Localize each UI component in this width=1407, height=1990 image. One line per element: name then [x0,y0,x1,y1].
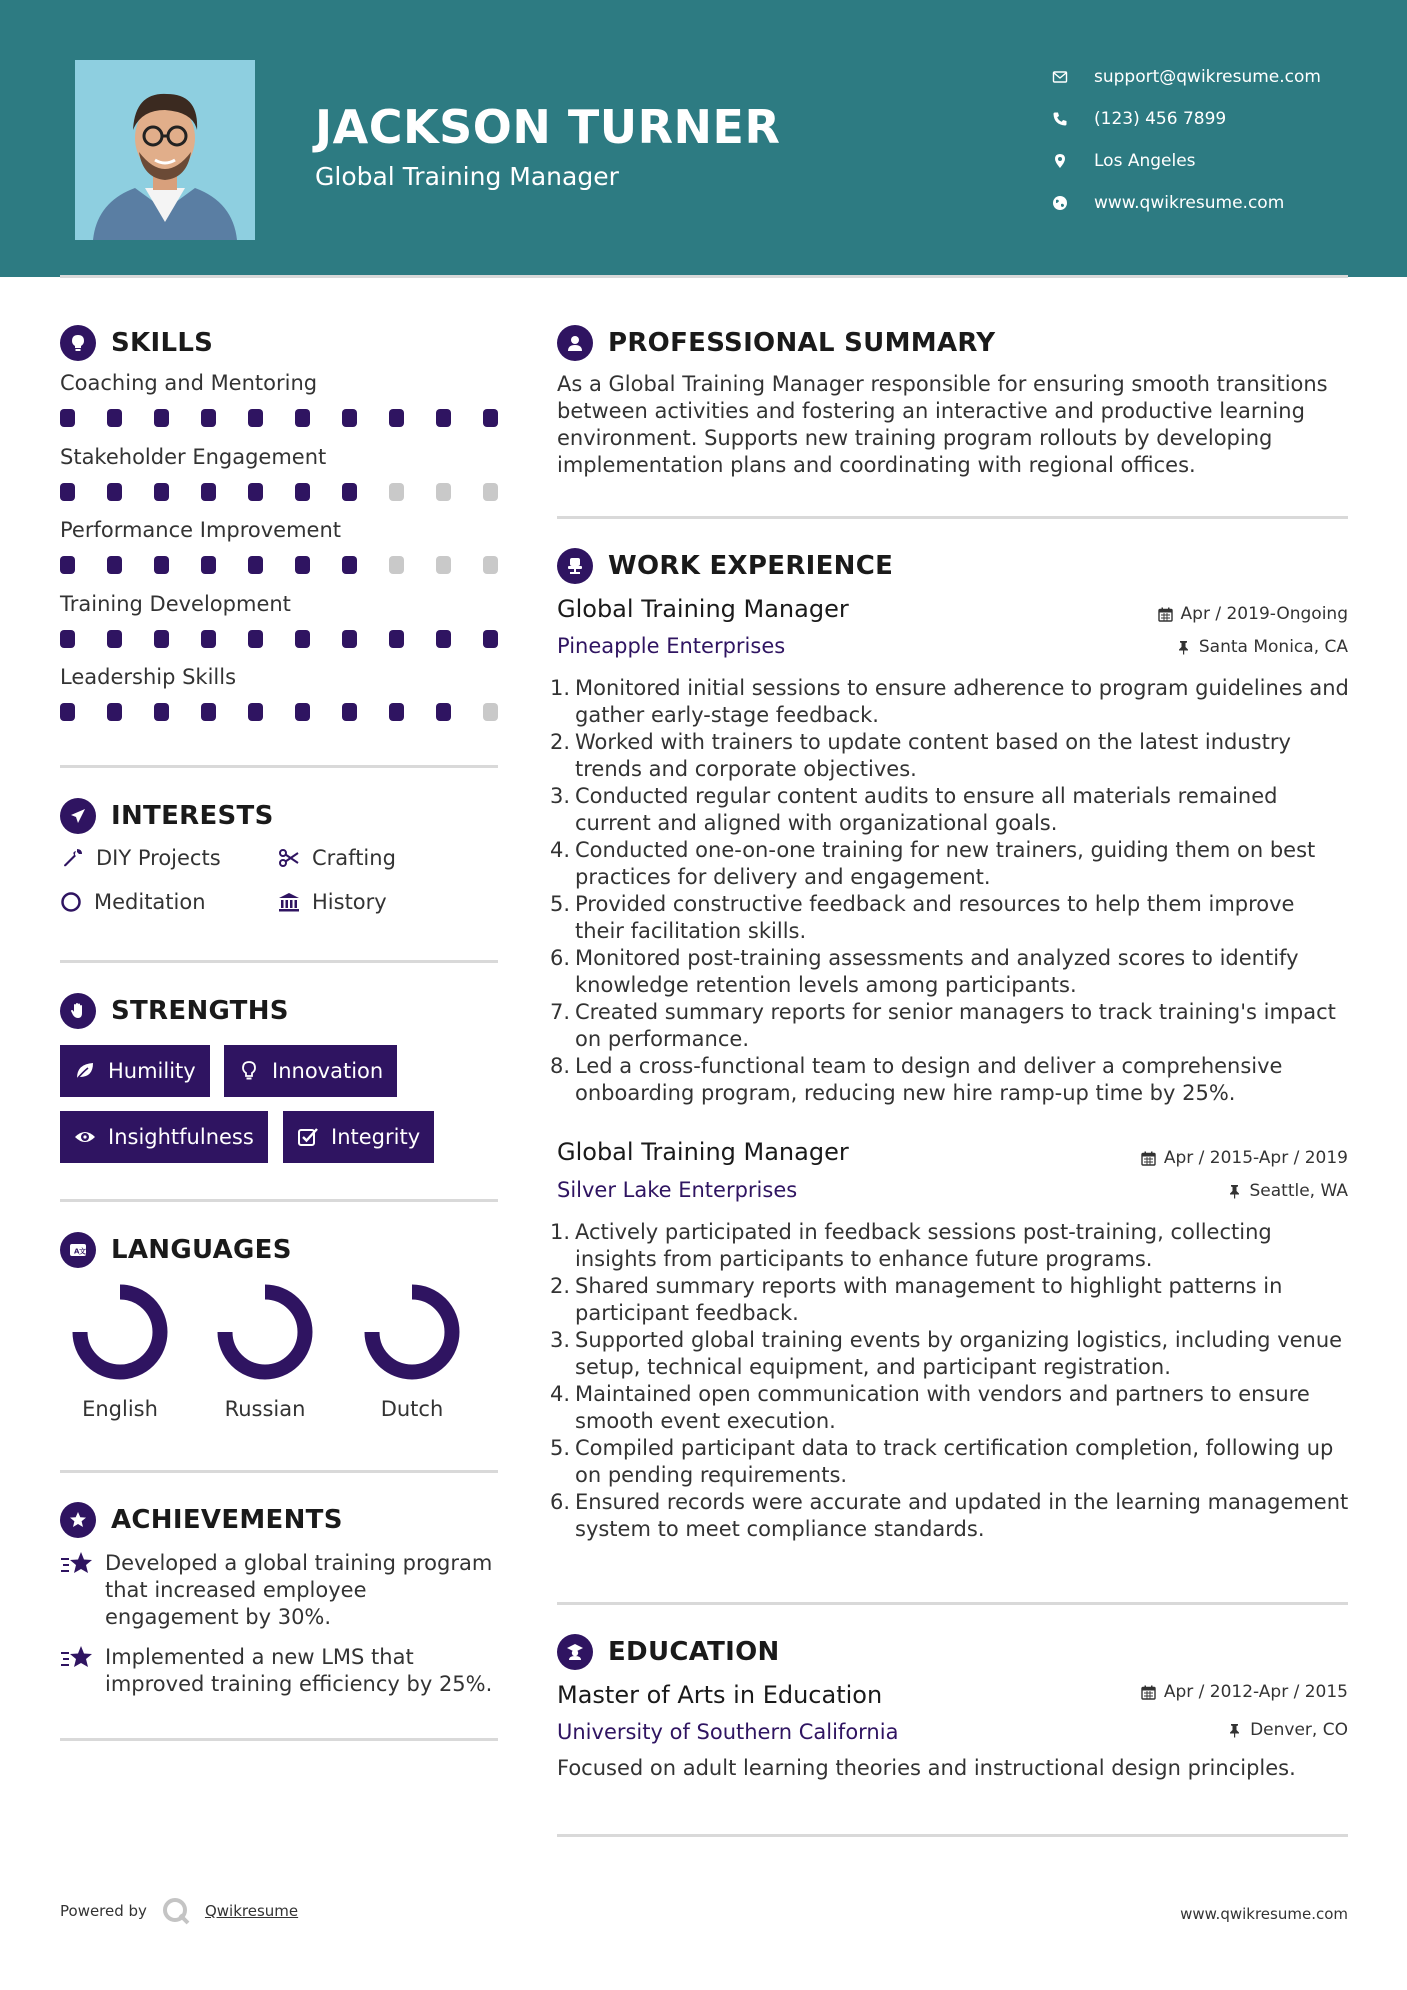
skill-dot-empty [483,483,498,501]
bullet-item [550,783,1350,837]
skill-name: Leadership Skills [60,665,237,689]
leaf-icon [74,1060,96,1082]
interests-heading [60,798,274,834]
skill-dot-filled [436,409,451,427]
section-divider [60,1199,498,1202]
interest-label: Crafting [312,846,396,870]
bullet-number: 6. [550,1490,571,1514]
skill-item [60,518,500,574]
skill-dot-filled [154,409,169,427]
contact-email[interactable] [1050,56,1321,98]
skill-dot-filled [248,483,263,501]
achievement-text: Implemented a new LMS that improved training efficiency by 25%. [105,1645,493,1696]
skill-dot-filled [248,409,263,427]
bullet-item [550,1327,1350,1381]
skill-dot-filled [342,409,357,427]
museum-icon [276,889,302,915]
skills-title: SKILLS [111,328,214,358]
skill-item [60,445,500,501]
job-dates [1158,604,1348,624]
bullet-number: 5. [550,1436,571,1460]
bullet-number: 2. [550,1274,571,1298]
language-level-ring [216,1283,314,1381]
skill-dot-empty [389,556,404,574]
eye-icon [74,1126,96,1148]
job-dates-text: Apr / 2015-Apr / 2019 [1163,1148,1348,1168]
skill-dot-filled [342,630,357,648]
skill-dot-filled [107,703,122,721]
language-name: Dutch [380,1397,444,1421]
bullet-text: Ensured records were accurate and updated in the learning management system to meet compliance standards. [575,1490,1349,1541]
education-description: Focused on adult learning theories and instructional design principles. [557,1756,1296,1780]
contact-email-text: support@qwikresume.com [1094,67,1321,87]
mail-icon [1050,67,1070,87]
education-heading [557,1634,780,1670]
powered-by-text: Powered by [60,1902,147,1920]
education-dates [1141,1682,1348,1702]
phone-icon [1050,109,1070,129]
bullet-number: 2. [550,730,571,754]
bullet-item [550,729,1350,783]
bullet-item [550,1273,1350,1327]
bullet-item [550,1219,1350,1273]
star-icon [60,1550,94,1578]
skill-dot-empty [436,556,451,574]
bullet-number: 7. [550,1000,571,1024]
job-bullets [550,1219,1350,1543]
skill-dot-filled [201,483,216,501]
skill-dot-filled [60,703,75,721]
skill-dot-filled [60,483,75,501]
education-dates-text: Apr / 2012-Apr / 2015 [1163,1682,1348,1702]
experience-heading [557,548,893,584]
strength-chip [60,1111,268,1163]
contact-list [1050,56,1321,224]
skill-dot-filled [248,630,263,648]
language-level-arc [225,1292,305,1372]
skill-dot-filled [201,556,216,574]
bullet-text: Conducted one-on-one training for new trainers, guiding them on best practices for delivery and engagement. [575,838,1316,889]
bullet-text: Monitored initial sessions to ensure adherence to program guidelines and gather early-stage feedback. [575,676,1349,727]
skill-dot-filled [295,703,310,721]
interest-label: History [312,890,387,914]
bullet-number: 4. [550,838,571,862]
bullet-text: Provided constructive feedback and resources to help them improve their facilitation skills. [575,892,1295,943]
bullet-number: 3. [550,1328,571,1352]
language-level-ring [363,1283,461,1381]
footer-website[interactable]: www.qwikresume.com [1180,1905,1348,1923]
bullet-text: Worked with trainers to update content based on the latest industry trends and corporate objectives. [575,730,1291,781]
skill-rating [60,630,498,648]
job-location [1227,1181,1349,1201]
qwikresume-logo-icon [161,1896,191,1926]
language-name: Russian [224,1397,306,1421]
bullet-item [550,675,1350,729]
strength-chip [224,1045,397,1097]
bullet-item [550,891,1350,945]
profile-photo [75,60,255,240]
contact-phone[interactable] [1050,98,1321,140]
bullet-item [550,837,1350,891]
languages-heading [60,1232,292,1268]
skill-dot-filled [295,409,310,427]
section-divider [557,1834,1348,1837]
strength-label: Integrity [331,1125,421,1149]
summary-text: As a Global Training Manager responsible for ensuring smooth transitions between activities and fostering an interactive and productive learning environment. Supports new training program rollouts by developing implementation plans and coordinating with regional offices. [557,372,1328,477]
skill-dot-filled [483,409,498,427]
achievements-title: ACHIEVEMENTS [111,1505,343,1535]
circle-icon [58,889,84,915]
pushpin-icon [1227,1184,1242,1199]
section-divider [557,1602,1348,1605]
bullet-text: Led a cross-functional team to design and deliver a comprehensive onboarding program, reducing new hire ramp-up time by 25%. [575,1054,1283,1105]
skill-dot-filled [295,483,310,501]
header-divider [60,275,1348,278]
pushpin-icon [1227,1723,1242,1738]
user-icon [557,325,593,361]
bullet-item [550,1435,1350,1489]
education-title: EDUCATION [608,1637,780,1667]
skill-dot-filled [201,409,216,427]
company-name: Pineapple Enterprises [557,634,786,658]
skill-dot-filled [342,556,357,574]
school-name: University of Southern California [557,1720,899,1744]
skill-dot-empty [483,703,498,721]
section-divider [60,1470,498,1473]
bullet-text: Created summary reports for senior managers to track training's impact on performance. [575,1000,1336,1051]
language-item [352,1283,472,1421]
job-title: Global Training Manager [557,1138,849,1166]
skill-dot-filled [436,630,451,648]
profile-photo-image [75,60,255,240]
section-divider [60,765,498,768]
skill-name: Coaching and Mentoring [60,371,318,395]
summary-heading [557,325,995,361]
calendar-icon [1141,1151,1156,1166]
skill-dot-filled [60,409,75,427]
bullet-text: Maintained open communication with vendors and partners to ensure smooth event execution. [575,1382,1310,1433]
globe-icon [1050,193,1070,213]
svg-text:文: 文 [79,1247,86,1256]
skill-dot-filled [295,630,310,648]
skill-dot-filled [389,630,404,648]
skill-dot-empty [389,483,404,501]
skill-dot-filled [248,556,263,574]
strengths-heading [60,993,289,1029]
contact-location-text: Los Angeles [1094,151,1196,171]
bullet-text: Shared summary reports with management to highlight patterns in participant feedback. [575,1274,1283,1325]
bullet-text: Actively participated in feedback sessions post-training, collecting insights from participants to enhance future programs. [575,1220,1272,1271]
bullet-item [550,1381,1350,1435]
star-icon [60,1644,94,1672]
contact-phone-text: (123) 456 7899 [1094,109,1227,129]
bullet-number: 5. [550,892,571,916]
section-divider [60,1738,498,1741]
bullet-number: 3. [550,784,571,808]
skill-rating [60,556,498,574]
skill-dot-filled [389,409,404,427]
strength-label: Insightfulness [108,1125,254,1149]
pushpin-icon [1176,640,1191,655]
job-location-text: Santa Monica, CA [1198,637,1348,657]
contact-website-text: www.qwikresume.com [1094,193,1285,213]
interest-label: DIY Projects [96,846,221,870]
skill-dot-filled [154,556,169,574]
summary-title: PROFESSIONAL SUMMARY [608,328,996,358]
skill-dot-filled [107,556,122,574]
candidate-name: JACKSON TURNER [315,100,781,154]
interest-label: Meditation [94,890,206,914]
interest-item [276,889,387,915]
star-badge-icon [60,1502,96,1538]
education-location-text: Denver, CO [1250,1720,1348,1740]
skill-dot-filled [389,703,404,721]
bullet-item [550,1489,1350,1543]
interest-item [58,889,206,915]
resume-header [0,0,1407,277]
degree-title: Master of Arts in Education [557,1681,883,1709]
language-level-arc [372,1292,452,1372]
paper-plane-icon [60,798,96,834]
job-title: Global Training Manager [557,595,849,623]
contact-website[interactable] [1050,182,1321,224]
skill-dot-filled [107,409,122,427]
achievement-text: Developed a global training program that increased employee engagement by 30%. [105,1551,493,1629]
calendar-icon [1158,607,1173,622]
language-level-ring [71,1283,169,1381]
bullet-number: 4. [550,1382,571,1406]
achievements-heading [60,1502,343,1538]
map-pin-icon [1050,151,1070,171]
skill-dot-filled [483,630,498,648]
graduate-icon [557,1634,593,1670]
bullet-number: 6. [550,946,571,970]
strength-chip [283,1111,434,1163]
calendar-icon [1141,1685,1156,1700]
interests-title: INTERESTS [111,801,274,831]
brand-link[interactable]: Qwikresume [204,1902,299,1920]
education-location [1227,1720,1348,1740]
job-dates [1141,1148,1348,1168]
job-bullets [550,675,1350,1107]
skill-dot-filled [60,556,75,574]
skills-heading [60,325,213,361]
skill-dot-filled [295,556,310,574]
language-item [60,1283,180,1421]
bullet-item [550,999,1350,1053]
skill-dot-filled [154,630,169,648]
bullet-item [550,945,1350,999]
skill-dot-empty [483,556,498,574]
office-chair-icon [557,548,593,584]
lightbulb-icon [60,325,96,361]
language-level-arc [80,1292,160,1372]
bullet-number: 8. [550,1054,571,1078]
interest-item [60,845,221,871]
strength-label: Humility [108,1059,196,1083]
job-location-text: Seattle, WA [1249,1181,1348,1201]
languages-title: LANGUAGES [111,1235,292,1265]
section-divider [60,960,498,963]
skill-item [60,371,500,427]
strengths-title: STRENGTHS [111,996,289,1026]
strength-label: Innovation [272,1059,384,1083]
bullet-number: 1. [550,676,571,700]
bullet-number: 1. [550,1220,571,1244]
job-location [1176,637,1348,657]
bullet-text: Supported global training events by organizing logistics, including venue setup, technical equipment, and participant registration. [575,1328,1343,1379]
experience-title: WORK EXPERIENCE [608,551,894,581]
language-item [205,1283,325,1421]
strength-chip [60,1045,210,1097]
skill-dot-filled [154,483,169,501]
hand-icon [60,993,96,1029]
skill-name: Training Development [60,592,291,616]
achievement-item [60,1550,500,1631]
language-icon [60,1232,96,1268]
skill-dot-filled [342,483,357,501]
skill-dot-filled [201,630,216,648]
achievement-item [60,1644,500,1698]
section-divider [557,516,1348,519]
candidate-title: Global Training Manager [315,162,619,191]
company-name: Silver Lake Enterprises [557,1178,798,1202]
lightbulb-icon [238,1060,260,1082]
skill-dot-filled [107,483,122,501]
job-dates-text: Apr / 2019-Ongoing [1180,604,1348,624]
bullet-text: Monitored post-training assessments and analyzed scores to identify knowledge retention levels among participants. [575,946,1299,997]
bullet-text: Compiled participant data to track certification completion, following up on pending requirements. [575,1436,1334,1487]
skill-dot-filled [201,703,216,721]
skill-dot-filled [60,630,75,648]
skill-dot-filled [107,630,122,648]
skill-rating [60,703,498,721]
skill-dot-empty [436,483,451,501]
svg-text:A: A [74,1247,80,1256]
bullet-item [550,1053,1350,1107]
skill-dot-filled [154,703,169,721]
check-square-icon [297,1126,319,1148]
skill-dot-filled [342,703,357,721]
footer-branding [60,1896,298,1926]
skill-dot-filled [248,703,263,721]
skill-name: Performance Improvement [60,518,342,542]
skill-name: Stakeholder Engagement [60,445,327,469]
skill-item [60,665,500,721]
wrench-icon [60,845,86,871]
skill-rating [60,409,498,427]
interest-item [276,845,396,871]
scissors-icon [276,845,302,871]
contact-location [1050,140,1321,182]
skill-rating [60,483,498,501]
language-name: English [82,1397,158,1421]
skill-item [60,592,500,648]
bullet-text: Conducted regular content audits to ensure all materials remained current and aligned with organizational goals. [575,784,1278,835]
skill-dot-filled [436,703,451,721]
